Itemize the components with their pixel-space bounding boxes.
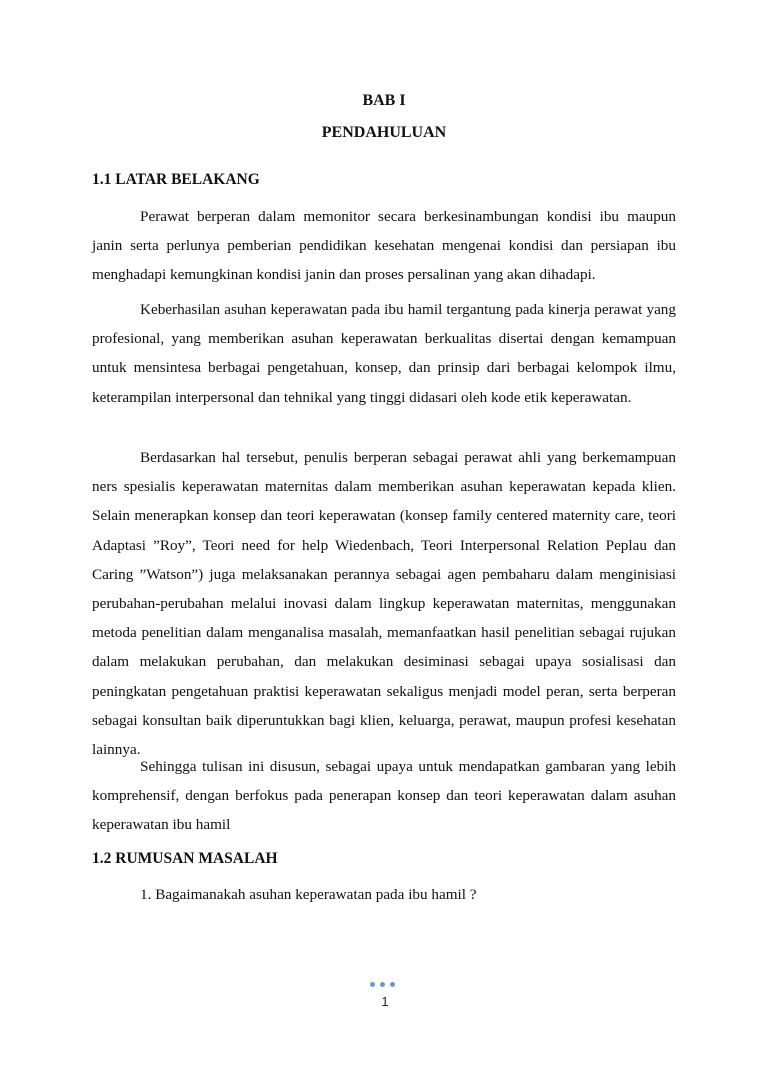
- dot-icon: [390, 982, 395, 987]
- list-item: 1. Bagaimanakah asuhan keperawatan pada ibu hamil ?: [140, 886, 477, 903]
- page-number: 1: [381, 994, 389, 1009]
- paragraph-3: Berdasarkan hal tersebut, penulis berperan sebagai perawat ahli yang berkemampuan ners spesialis keperawatan maternitas dalam memberikan asuhan keperawatan kepada klien. Selain menerapkan konsep dan teori keperawatan (konsep family centered maternity care, teori Adaptasi ”Roy”, Teori need for help Wiedenbach, Teori Interpersonal Relation Peplau dan Caring ”Watson”) juga melaksanakan perannya sebagai agen pembaharu dalam menginisiasi perubahan-perubahan melalui inovasi dalam lingkup keperawatan maternitas, menggunakan metoda penelitian dalam menganalisa masalah, memanfaatkan hasil penelitian sebagai rujukan dalam melakukan perubahan, dan melakukan desiminasi sebagai upaya sosialisasi dan peningkatan pengetahuan praktisi keperawatan sekaligus menjadi model peran, serta berperan sebagai konsultan baik diperuntukkan bagi klien, keluarga, perawat, maupun profesi kesehatan lainnya.: [92, 449, 676, 759]
- section-heading-latar-belakang: 1.1 LATAR BELAKANG: [92, 171, 260, 188]
- page-footer-dots: [370, 982, 400, 990]
- dot-icon: [370, 982, 375, 987]
- paragraph-4: Sehingga tulisan ini disusun, sebagai upaya untuk mendapatkan gambaran yang lebih komprehensif, dengan berfokus pada penerapan konsep dan teori keperawatan dalam asuhan keperawatan ibu hamil: [92, 758, 676, 834]
- chapter-number: BAB I: [362, 92, 406, 109]
- paragraph-2: Keberhasilan asuhan keperawatan pada ibu hamil tergantung pada kinerja perawat yang profesional, yang memberikan asuhan keperawatan berkualitas disertai dengan kemampuan untuk mensintesa berbagai pengetahuan, konsep, dan prinsip dari berbagai kelompok ilmu, keterampilan interpersonal dan tehnikal yang tinggi didasari oleh kode etik keperawatan.: [92, 301, 676, 406]
- section-heading-rumusan-masalah: 1.2 RUMUSAN MASALAH: [92, 850, 278, 867]
- dot-icon: [380, 982, 385, 987]
- paragraph-1: Perawat berperan dalam memonitor secara berkesinambungan kondisi ibu maupun janin serta perlunya pemberian pendidikan kesehatan mengenai kondisi dan persiapan ibu menghadapi kemungkinan kondisi janin dan proses persalinan yang akan dihadapi.: [92, 208, 676, 284]
- chapter-title: PENDAHULUAN: [321, 124, 447, 141]
